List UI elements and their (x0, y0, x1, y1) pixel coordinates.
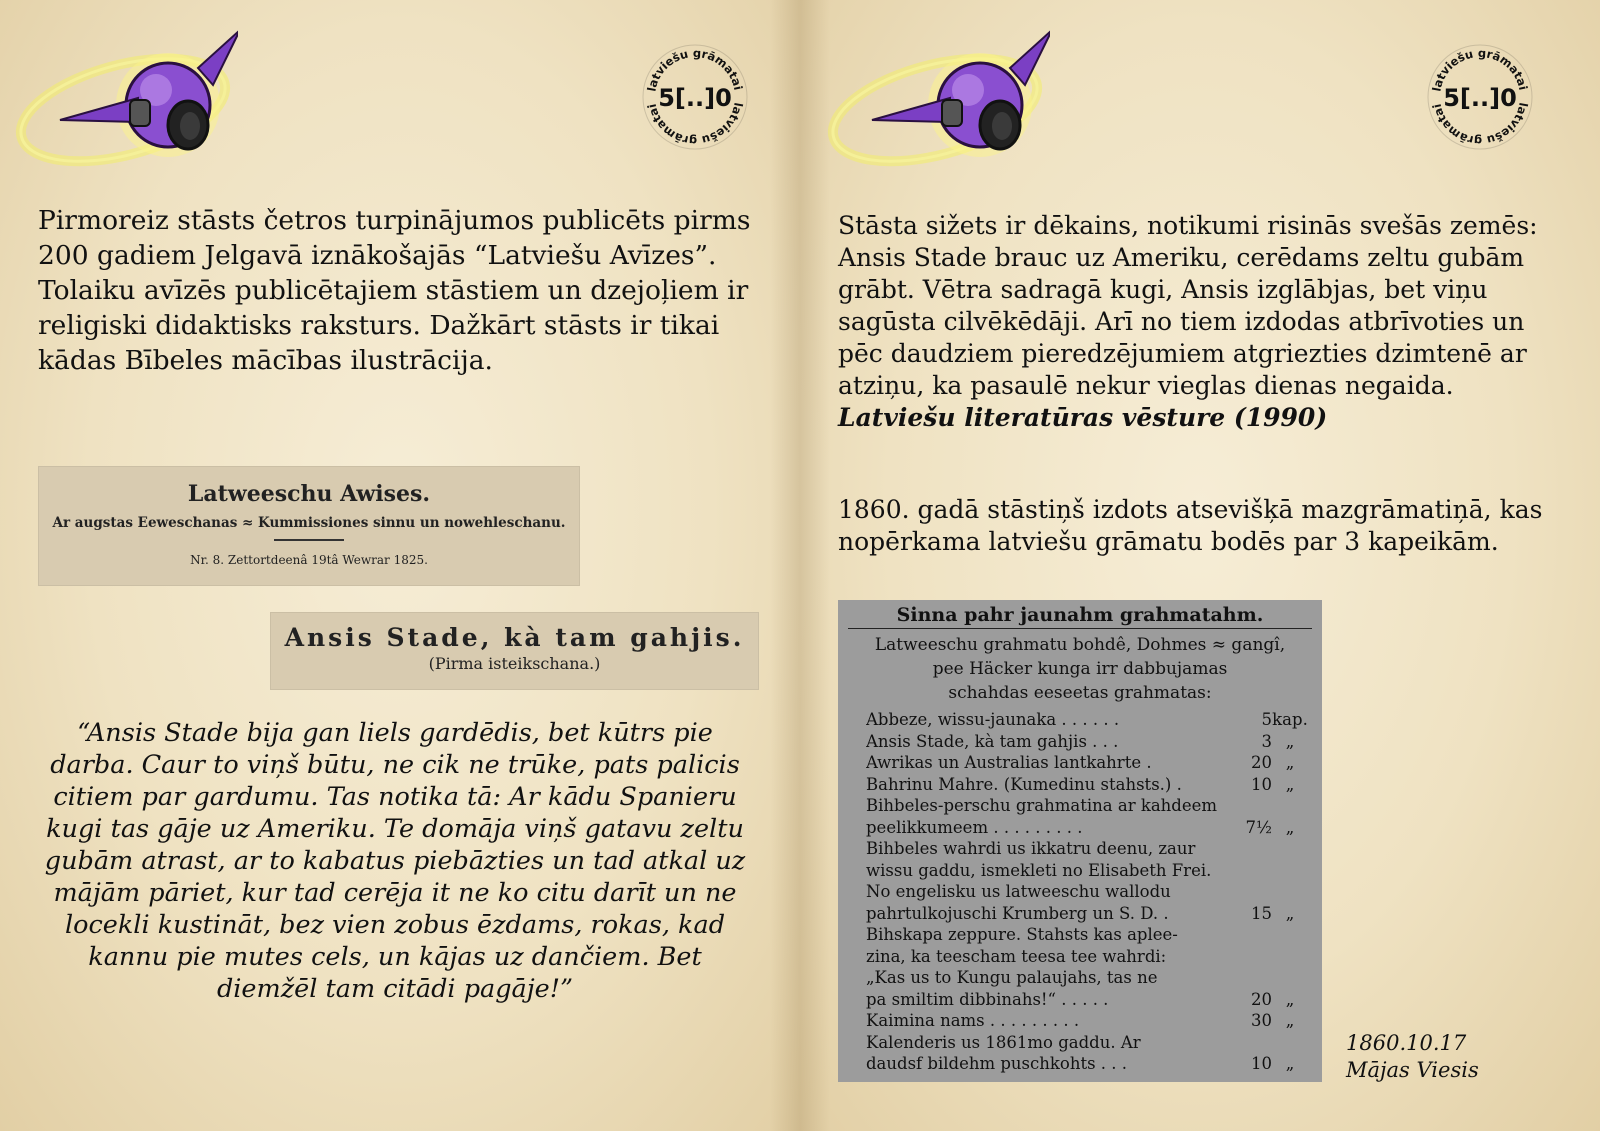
ad-list-item (866, 817, 1308, 839)
ad-item-title: pa smiltim dibbinahs!“ . . . . . (866, 989, 1109, 1009)
latviesu-gramatai-stamp (1425, 42, 1535, 152)
clipping-title: Latweeschu Awises. (187, 481, 431, 507)
ad-item-price (1232, 881, 1272, 903)
caption-date: 1860.10.17 (1346, 1031, 1467, 1055)
ad-item-price: 30 (1251, 1011, 1272, 1030)
ad-item-unit: „ (1285, 903, 1295, 923)
clipping2-title: Ansis Stade, kà tam gahjis. (284, 623, 745, 652)
clipping-subtitle: Ar augstas Eeweschanas ≈ Kummissiones sinnu un nowehleschanu. (52, 515, 566, 531)
rocket-planet-logo (820, 10, 1050, 170)
ad-list-item (866, 1032, 1308, 1054)
ad-intro-line: Latweeschu grahmatu bohdê, Dohmes ≈ gangî, (874, 635, 1286, 655)
ad-list-item (866, 881, 1308, 903)
caption-source: Mājas Viesis (1346, 1058, 1479, 1082)
newspaper-clipping-ansis-stade (270, 612, 759, 690)
ad-item-price: 5 (1261, 710, 1272, 729)
latviesu-gramatai-stamp (640, 42, 750, 152)
ad-item-price: 10 (1251, 1054, 1272, 1073)
newspaper-clipping-latviesu-avizes (38, 466, 580, 586)
ad-caption (1346, 1030, 1546, 1084)
ad-item-price (1232, 838, 1272, 860)
ad-item-title: Ansis Stade, kà tam gahjis . . . (866, 731, 1119, 751)
ad-item-title: peelikkumeem . . . . . . . . . (866, 817, 1083, 837)
ad-item-unit (1272, 881, 1308, 903)
clipping2-subtitle: (Pirma isteikschana.) (428, 654, 601, 673)
ad-intro (838, 633, 1322, 705)
ad-list-item (866, 731, 1308, 753)
ad-item-price: 20 (1251, 989, 1272, 1009)
ad-item-title: Bahrinu Mahre. (Kumedinu stahsts.) . (866, 774, 1182, 794)
ad-item-title: pahrtulkojuschi Krumberg un S. D. . (866, 903, 1169, 923)
right-page (800, 0, 1600, 1131)
ad-list-item (866, 860, 1308, 882)
ad-divider (848, 628, 1312, 629)
ad-item-title: wissu gaddu, ismekleti no Elisabeth Frei. (866, 860, 1212, 880)
ad-intro-line: pee Häcker kunga irr dabbujamas (932, 659, 1228, 679)
ad-list-item (866, 903, 1308, 925)
ad-item-title: zina, ka teescham teesa tee wahrdi: (866, 946, 1167, 966)
clipping-divider (274, 539, 344, 541)
ad-list-item (866, 709, 1308, 731)
ad-item-unit (1272, 1032, 1308, 1054)
ad-item-price: 3 (1261, 731, 1272, 751)
ad-item-unit: „ (1285, 989, 1295, 1009)
ad-item-unit: „ (1285, 774, 1295, 794)
ad-item-title: No engelisku us latweeschu wallodu (866, 882, 1171, 901)
note-paragraph: 1860. gadā stāstiņš izdots atsevišķā mazgrāmatiņā, kas nopērkama latviešu grāmatu bodēs par 3 kapeikām. (838, 495, 1543, 556)
ad-list-item (866, 795, 1308, 817)
ad-item-unit: „ (1285, 731, 1295, 751)
summary-paragraph (838, 210, 1558, 434)
ad-price-list (838, 705, 1322, 1075)
ad-intro-line: schahdas eeseetas grahmatas: (948, 683, 1212, 703)
ad-item-title: Bihbeles-perschu grahmatina ar kahdeem (866, 796, 1218, 815)
ad-list-item (866, 967, 1308, 989)
ad-item-title: Kalenderis us 1861mo gaddu. Ar (866, 1032, 1141, 1052)
rocket-planet-logo (8, 10, 238, 170)
ad-item-price: 10 (1251, 774, 1272, 794)
stamp-ring-text-2: latviešu grāmatai (1429, 101, 1531, 149)
ad-item-title: Kaimina nams . . . . . . . . . (866, 1011, 1080, 1030)
ad-item-unit (1272, 860, 1308, 882)
ad-heading: Sinna pahr jaunahm grahmatahm. (896, 604, 1264, 626)
stamp-ring-text: latviešu grāmatai (644, 45, 746, 93)
story-quote: “Ansis Stade bija gan liels gardēdis, bet kūtrs pie darba. Caur to viņš būtu, ne cik ne trūke, pats palicis citiem par gardumu. Tas notika tā: Ar kādu Spanieru kugi tas gāje uz Ameriku. Te domāja viņš gatavu zeltu gubām atrast, ar to kabatus piebāzties un tad atkal uz mājām pāriet, kur tad cerēja it ne ko citu darīt un ne locekli kustināt, bez vien zobus ēzdams, rokas, kad kannu pie mutes cels, un kājas uz dančiem. Bet diemžēl tam citādi pagāje!” (44, 718, 746, 1004)
newspaper-ad-clipping (838, 600, 1322, 1082)
ad-list-item (866, 1010, 1308, 1032)
ad-item-unit: „ (1285, 1054, 1295, 1073)
ad-item-price (1232, 795, 1272, 817)
ad-item-price: 20 (1251, 753, 1272, 772)
ad-item-unit (1272, 946, 1308, 968)
ad-item-unit (1272, 967, 1308, 989)
ad-item-price (1232, 860, 1272, 882)
ad-item-unit (1272, 795, 1308, 817)
ad-item-title: Bihbeles wahrdi us ikkatru deenu, zaur (866, 839, 1196, 858)
stamp-ring-text: latviešu grāmatai (1429, 45, 1531, 93)
summary-text: Stāsta sižets ir dēkains, notikumi risinās svešās zemēs: Ansis Stade brauc uz Ameriku, cerēdams zeltu gubām grābt. Vētra sadragā kugi, Ansis izglābjas, bet viņu sagūsta cilvēkēdāji. Arī no tiem izdodas atbrīvoties un pēc daudziem pieredzējumiem atgriezties dzimtenē ar atziņu, ka pasaulē nekur vieglas dienas negaida. (838, 211, 1538, 400)
ad-list-item (866, 774, 1308, 796)
ad-item-unit: „ (1285, 817, 1295, 837)
ad-item-title: daudsf bildehm puschkohts . . . (866, 1054, 1128, 1073)
book-gutter (770, 0, 830, 1131)
ad-item-unit: kap. (1272, 710, 1308, 729)
stamp-ring-text-2: latviešu grāmatai (644, 101, 746, 149)
ad-list-item (866, 838, 1308, 860)
ad-item-title: Abbeze, wissu-jaunaka . . . . . . (866, 710, 1120, 729)
ad-item-unit (1272, 924, 1308, 946)
ad-item-price (1232, 967, 1272, 989)
ad-item-price (1232, 924, 1272, 946)
stamp-number: 5[..]0 (658, 84, 732, 112)
ad-list-item (866, 946, 1308, 968)
ad-list-item (866, 1053, 1308, 1075)
ad-item-unit: „ (1285, 1011, 1295, 1030)
ad-item-unit: „ (1285, 753, 1295, 772)
ad-list-item (866, 989, 1308, 1011)
source-citation: Latviešu literatūras vēsture (1990) (838, 403, 1328, 432)
intro-paragraph: Pirmoreiz stāsts četros turpinājumos publicēts pirms 200 gadiem Jelgavā iznākošajās “Latviešu Avīzes”. Tolaiku avīzēs publicētajiem stāstiem un dzejoļiem ir religiski didaktisks raksturs. Dažkārt stāsts ir tikai kādas Bībeles mācības ilustrācija. (38, 205, 751, 376)
clipping-footer: Nr. 8. Zettortdeenâ 19tâ Wewrar 1825. (190, 553, 428, 567)
ad-item-price (1232, 946, 1272, 968)
ad-item-price (1232, 1032, 1272, 1054)
stamp-number: 5[..]0 (1443, 84, 1517, 112)
ad-item-title: Awrikas un Australias lantkahrte . (866, 753, 1152, 772)
ad-item-title: „Kas us to Kungu palaujahs, tas ne (866, 968, 1158, 987)
ad-item-unit (1272, 838, 1308, 860)
ad-item-title: Bihskapa zeppure. Stahsts kas aplee- (866, 925, 1178, 944)
ad-list-item (866, 752, 1308, 774)
ad-list-item (866, 924, 1308, 946)
ad-item-price: 7½ (1245, 817, 1272, 837)
ad-item-price: 15 (1251, 903, 1272, 923)
